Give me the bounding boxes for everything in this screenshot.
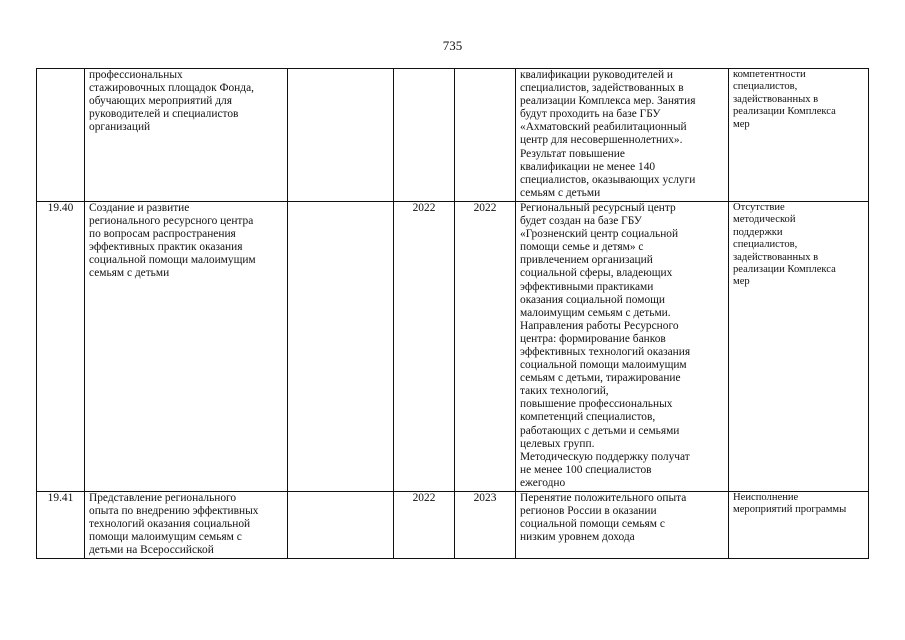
risk-cell: компетентности специалистов, задействованных в реализации Комплекса мер [729, 69, 869, 202]
measure-cell: Представление регионального опыта по внедрению эффективных технологий оказания социальной помощи малоимущим семьям с детьми на Всероссийской [85, 492, 288, 559]
result-cell: квалификации руководителей и специалистов, задействованных в реализации Комплекса мер. Занятия будут проходить на базе ГБУ «Ахматовский реабилитационный центр для несовершеннолетних». Результат повышение квалификации не менее 140 специалистов, оказывающих услуги семьям с детьми [516, 69, 729, 202]
table-row [37, 492, 869, 559]
end-year-cell: 2022 [455, 201, 516, 491]
empty-cell [288, 69, 394, 202]
table-row [37, 69, 869, 202]
row-number-cell [37, 69, 85, 202]
end-year-cell: 2023 [455, 492, 516, 559]
row-number-cell: 19.40 [37, 201, 85, 491]
empty-cell [288, 492, 394, 559]
start-year-cell: 2022 [394, 201, 455, 491]
measure-cell: Создание и развитие регионального ресурсного центра по вопросам распространения эффективных практик оказания социальной помощи малоимущим семьям с детьми [85, 201, 288, 491]
result-cell: Перенятие положительного опыта регионов России в оказании социальной помощи семьям с низким уровнем дохода [516, 492, 729, 559]
measures-table [36, 68, 869, 559]
result-cell: Региональный ресурсный центр будет создан на базе ГБУ «Грозненский центр социальной помощи семье и детям» с привлечением организаций социальной сферы, владеющих эффективными практиками оказания социальной помощи малоимущим семьям с детьми. Направления работы Ресурсного центра: формирование банков эффективных технологий оказания социальной помощи малоимущим семьям с детьми, тиражирование таких технологий, повышение профессиональных компетенций специалистов, работающих с детьми и семьями целевых групп. Методическую поддержку получат не менее 100 специалистов ежегодно [516, 201, 729, 491]
empty-cell [288, 201, 394, 491]
risk-cell: Отсутствие методической поддержки специалистов, задействованных в реализации Комплекса мер [729, 201, 869, 491]
measure-cell: профессиональных стажировочных площадок Фонда, обучающих мероприятий для руководителей и специалистов организаций [85, 69, 288, 202]
risk-cell: Неисполнение мероприятий программы [729, 492, 869, 559]
page-number: 735 [442, 38, 463, 53]
table-row [37, 201, 869, 491]
end-year-cell [455, 69, 516, 202]
start-year-cell [394, 69, 455, 202]
row-number-cell: 19.41 [37, 492, 85, 559]
start-year-cell: 2022 [394, 492, 455, 559]
